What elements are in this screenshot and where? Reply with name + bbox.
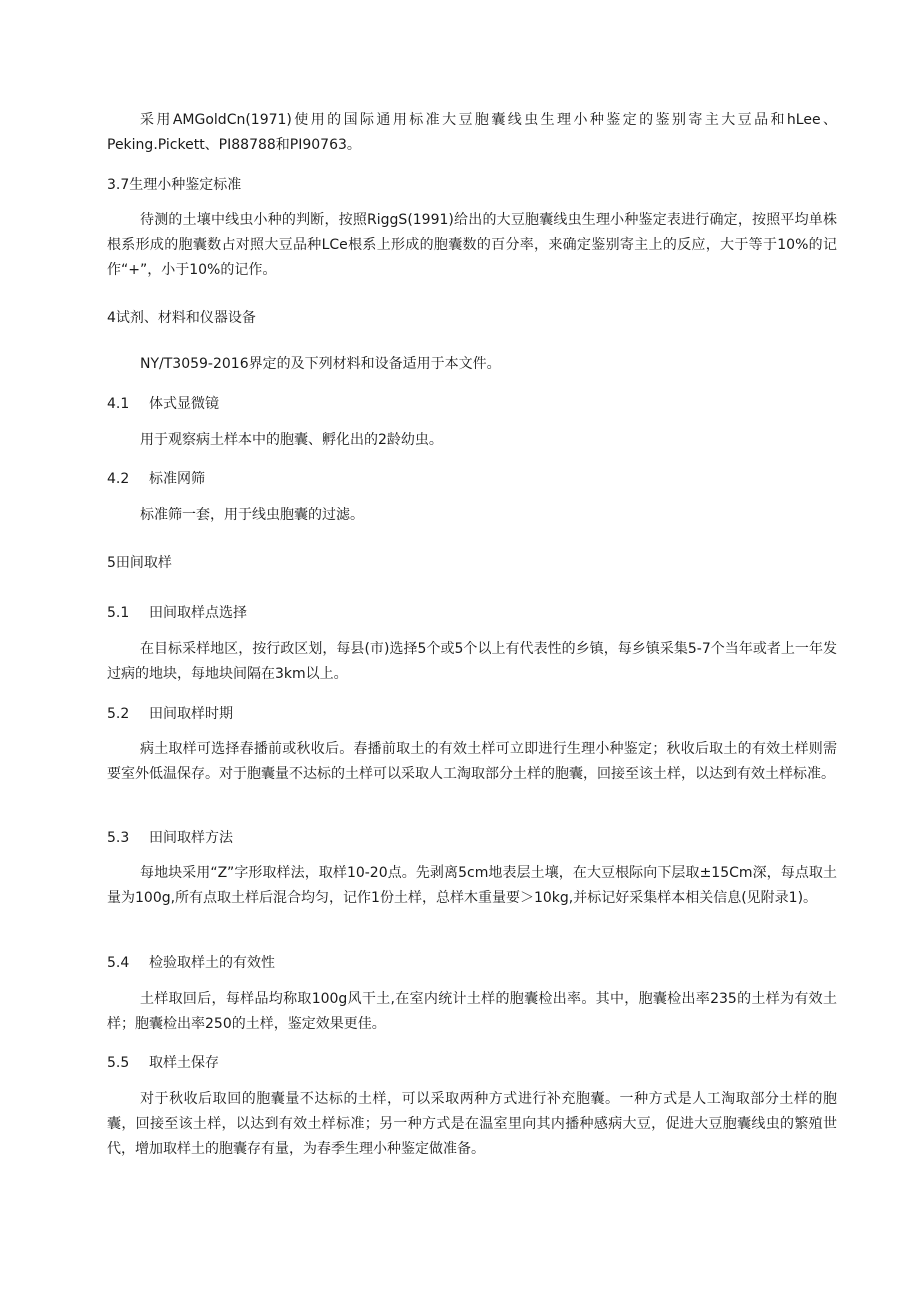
- section-5-heading: 5田间取样: [107, 555, 172, 571]
- section-5-1-title: 田间取样点选择: [149, 605, 247, 621]
- section-5-1-paragraph: 在目标采样地区，按行政区划，每县(市)选择5个或5个以上有代表性的乡镇，每乡镇采集5-7个当年或者上一年发过病的地块，每地块间隔在3km以上。: [107, 641, 837, 682]
- section-5-2-title: 田间取样时期: [149, 706, 233, 722]
- section-5-1-number: 5.1: [107, 605, 130, 621]
- section-5-2-paragraph: 病土取样可选择春播前或秋收后。春播前取土的有效土样可立即进行生理小种鉴定；秋收后取土的有效土样则需要室外低温保存。对于胞囊量不达标的土样可以采取人工淘取部分土样的胞囊，回接至该土样，以达到有效土样标准。: [107, 741, 837, 782]
- section-4-2-paragraph: 标准筛一套，用于线虫胞囊的过滤。: [140, 507, 364, 523]
- section-4-1-paragraph: 用于观察病土样本中的胞囊、孵化出的2龄幼虫。: [140, 432, 443, 448]
- section-5-5-heading: [107, 1051, 219, 1076]
- section-4-1-heading: [107, 392, 219, 417]
- section-4-paragraph: NY/T3059-2016界定的及下列材料和设备适用于本文件。: [140, 356, 501, 372]
- section-5-5-number: 5.5: [107, 1055, 130, 1071]
- section-5-5-paragraph: 对于秋收后取回的胞囊量不达标的土样，可以采取两种方式进行补充胞囊。一种方式是人工淘取部分土样的胞囊，回接至该土样，以达到有效土样标准；另一种方式是在温室里向其内播种感病大豆，促进大豆胞囊线虫的繁殖世代，增加取样土的胞囊存有量，为春季生理小种鉴定做准备。: [107, 1091, 837, 1157]
- section-4-2-number: 4.2: [107, 471, 130, 487]
- section-5-3-heading: [107, 826, 233, 851]
- section-5-4-title: 检验取样土的有效性: [149, 955, 275, 971]
- section-5-1-heading: [107, 601, 247, 626]
- section-5-2-number: 5.2: [107, 706, 130, 722]
- section-5-3-title: 田间取样方法: [149, 830, 233, 846]
- section-5-4-number: 5.4: [107, 955, 130, 971]
- section-5-3-number: 5.3: [107, 830, 130, 846]
- section-5-2-heading: [107, 702, 233, 727]
- section-5-4-heading: [107, 951, 275, 976]
- section-5-3-paragraph: 每地块采用“Z”字形取样法，取样10-20点。先剥离5cm地表层土壤，在大豆根际向下层取±15Cm深，每点取土量为100g,所有点取土样后混合均匀，记作1份土样，总样木重量要＞10kg,并标记好采集样本相关信息(见附录1)。: [107, 865, 837, 906]
- section-4-1-title: 体式显微镜: [149, 396, 219, 412]
- section-5-5-title: 取样土保存: [149, 1055, 219, 1071]
- section-5-4-paragraph: 土样取回后，每样品均称取100g风干土,在室内统计土样的胞囊检出率。其中，胞囊检出率235的土样为有效土样；胞囊检出率250的土样，鉴定效果更佳。: [107, 991, 837, 1032]
- section-4-heading: 4试剂、材料和仪器设备: [107, 310, 256, 326]
- intro-paragraph: 采用AMGoldCn(1971)使用的国际通用标准大豆胞囊线虫生理小种鉴定的鉴别寄主大豆品和hLee、Peking.Pickett、PI88788和PI90763。: [107, 112, 837, 153]
- section-4-2-heading: [107, 467, 205, 492]
- section-3-7-heading: 3.7生理小种鉴定标准: [107, 177, 242, 193]
- section-4-1-number: 4.1: [107, 396, 130, 412]
- section-3-7-paragraph: 待测的土壤中线虫小种的判断，按照RiggS(1991)给出的大豆胞囊线虫生理小种鉴定表进行确定，按照平均单株根系形成的胞囊数占对照大豆品种LCe根系上形成的胞囊数的百分率，来确定鉴别寄主上的反应，大于等于10%的记作“+”，小于10%的记作。: [107, 212, 837, 278]
- section-4-2-title: 标准网筛: [149, 471, 205, 487]
